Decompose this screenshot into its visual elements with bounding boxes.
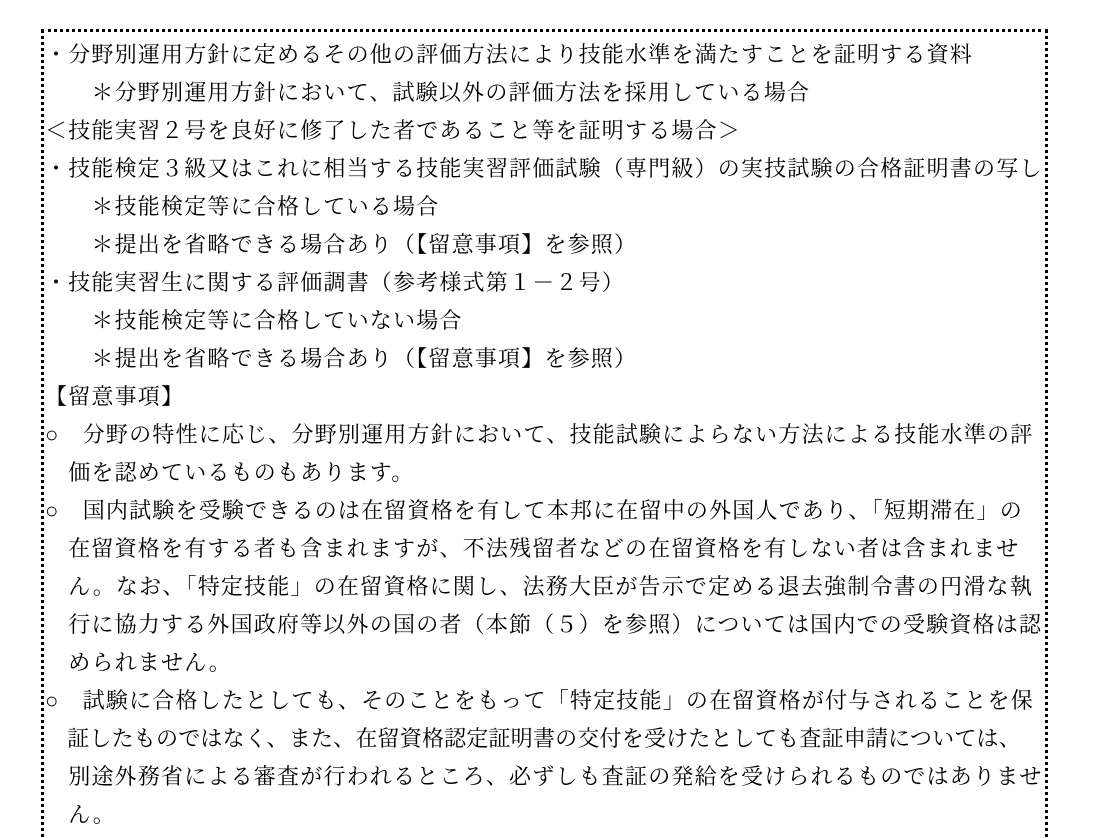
note-paragraph-continuation: 行に協力する外国政府等以外の国の者（本節（５）を参照）については国内での受験資格は認 (45, 612, 1043, 637)
bullet-item: ・分野別運用方針に定めるその他の評価方法により技能水準を満たすことを証明する資料 (45, 42, 974, 67)
note-paragraph-continuation: 証したものではなく、また、在留資格認定証明書の交付を受けたとしても査証申請については、 (45, 726, 1021, 751)
note-paragraph-continuation: 価を認めているものもあります。 (45, 460, 415, 485)
sub-note-item: ＊提出を省略できる場合あり（【留意事項】を参照） (45, 232, 638, 257)
note-paragraph-continuation: ん。なお、「特定技能」の在留資格に関し、法務大臣が告示で定める退去強制令書の円滑な執 (45, 574, 1033, 599)
note-paragraph-continuation: 在留資格を有する者も含まれますが、不法残留者などの在留資格を有しない者は含まれませ (45, 536, 1020, 561)
note-paragraph-continuation: ん。 (45, 802, 116, 827)
bullet-item: ・技能実習生に関する評価調書（参考様式第１－２号） (45, 270, 626, 295)
dotted-note-box (41, 29, 1048, 838)
sub-note-item: ＊技能検定等に合格していない場合 (45, 308, 463, 333)
note-paragraph-continuation: 別途外務省による審査が行われるところ、必ずしも査証の発給を受けられるものではありませ (45, 764, 1043, 789)
sub-note-item: ＊技能検定等に合格している場合 (45, 194, 440, 219)
notes-heading: 【留意事項】 (45, 384, 185, 409)
note-paragraph-start: ○ 試験に合格したとしても、そのことをもって「特定技能」の在留資格が付与されることを保 (45, 688, 1034, 713)
note-paragraph-continuation: められません。 (45, 650, 232, 675)
bullet-item: ・技能検定３級又はこれに相当する技能実習評価試験（専門級）の実技試験の合格証明書の写し (45, 156, 1043, 181)
sub-note-item: ＊提出を省略できる場合あり（【留意事項】を参照） (45, 346, 638, 371)
note-paragraph-start: ○ 分野の特性に応じ、分野別運用方針において、技能試験によらない方法による技能水準の評 (45, 422, 1034, 447)
note-paragraph-start: ○ 国内試験を受験できるのは在留資格を有して本邦に在留中の外国人であり、「短期滞在」の (45, 498, 1023, 523)
section-caption: ＜技能実習２号を良好に修了した者であること等を証明する場合＞ (45, 118, 742, 143)
sub-note-item: ＊分野別運用方針において、試験以外の評価方法を採用している場合 (45, 80, 811, 105)
